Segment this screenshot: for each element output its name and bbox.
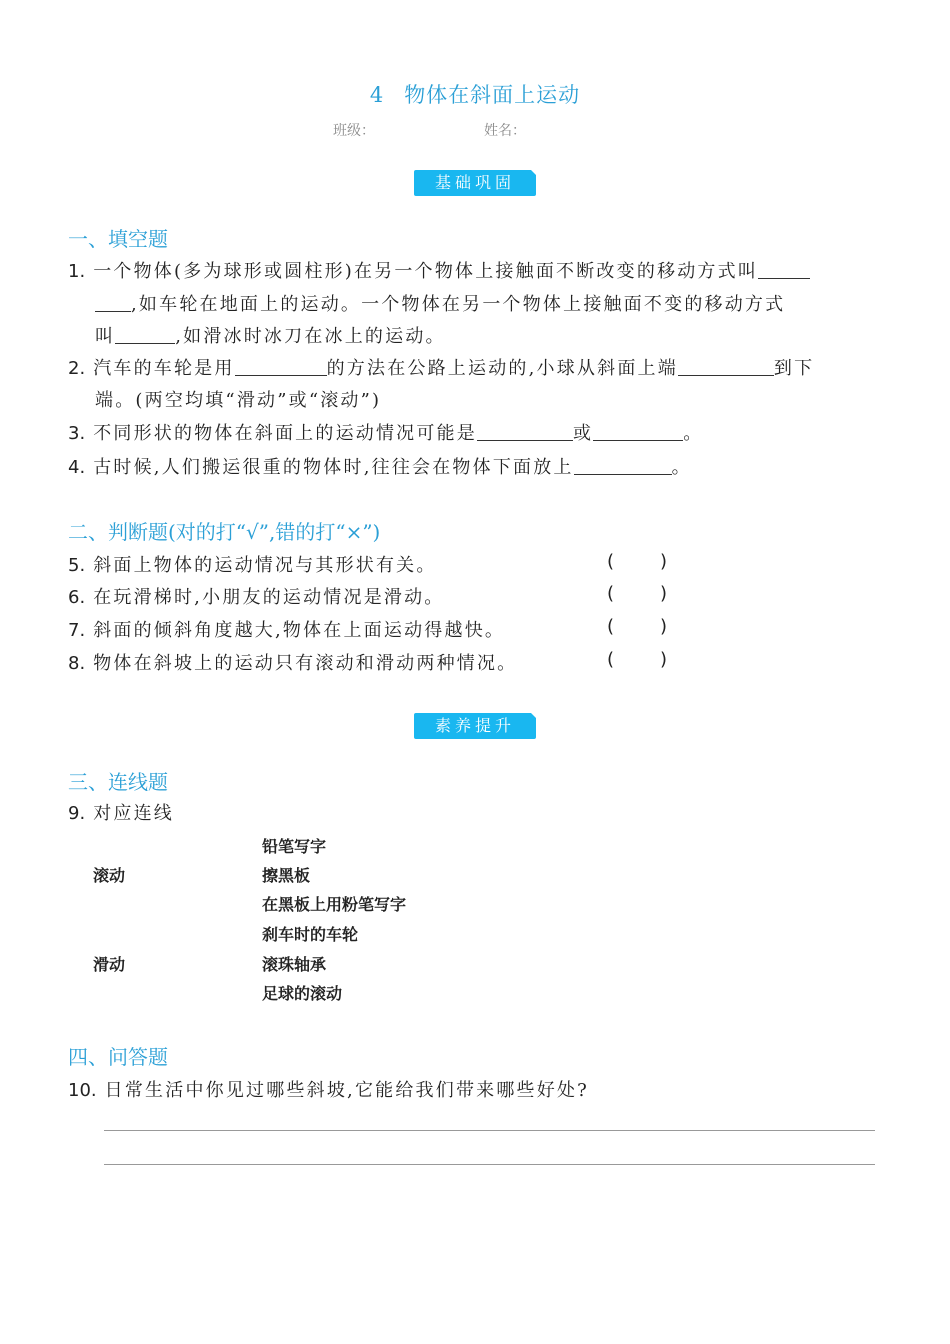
question-number: 1. [68,261,86,282]
banner-basic: 基础巩固 [414,170,536,196]
match-right-item[interactable]: 擦黑板 [262,866,311,885]
section-match-heading: 三、连线题 [68,770,168,794]
answer-blank[interactable] [477,422,573,441]
name-label: 姓名： [484,123,526,139]
question-3: 3. 不同形状的物体在斜面上的运动情况可能是 或 。 [68,423,704,444]
match-right-item[interactable]: 滚珠轴承 [262,955,327,974]
question-2-line-2: 端。(两空均填“滑动”或“滚动”) [95,390,382,411]
answer-blank[interactable] [95,293,131,312]
answer-parentheses[interactable]: ( ) [607,551,668,572]
question-1-line-3: 叫 ,如滑冰时冰刀在冰上的运动。 [95,326,446,347]
answer-blank[interactable] [758,260,810,279]
match-right-item[interactable]: 在黑板上用粉笔写字 [262,895,407,914]
question-2-line-1: 2. 汽车的车轮是用 的方法在公路上运动的,小球从斜面上端 到下 [68,358,815,379]
question-1-line-1: 1. 一个物体(多为球形或圆柱形)在另一个物体上接触面不断改变的移动方式叫 [68,257,810,283]
question-number: 10. [68,1080,97,1101]
answer-parentheses[interactable]: ( ) [607,616,668,637]
answer-blank[interactable] [678,357,774,376]
section-judge-heading: 二、判断题(对的打“√”,错的打“×”) [68,520,381,544]
match-right-item[interactable]: 刹车时的车轮 [262,925,359,944]
question-number: 2. [68,358,86,379]
question-number: 7. [68,620,86,641]
match-left-item[interactable]: 滑动 [93,955,126,974]
match-right-item[interactable]: 铅笔写字 [262,837,327,856]
question-number: 8. [68,653,86,674]
question-8: 8. 物体在斜坡上的运动只有滚动和滑动两种情况。 [68,653,518,674]
question-number: 3. [68,423,86,444]
answer-parentheses[interactable]: ( ) [607,649,668,670]
lesson-number: 4 [369,83,385,107]
answer-parentheses[interactable]: ( ) [607,583,668,604]
answer-blank[interactable] [593,422,683,441]
question-1-line-2: ,如车轮在地面上的运动。一个物体在另一个物体上接触面不变的移动方式 [95,290,785,316]
class-label: 班级： [333,123,375,139]
lesson-title: 物体在斜面上运动 [404,83,581,107]
question-number: 9. [68,803,86,824]
answer-blank[interactable] [115,325,175,344]
page-title [0,79,950,109]
section-fill-heading: 一、填空题 [68,227,168,251]
answer-line[interactable] [104,1130,875,1131]
question-10: 10. 日常生活中你见过哪些斜坡,它能给我们带来哪些好处? [68,1080,590,1101]
answer-line[interactable] [104,1164,875,1165]
question-9: 9. 对应连线 [68,803,174,824]
question-7: 7. 斜面的倾斜角度越大,物体在上面运动得越快。 [68,620,506,641]
answer-blank[interactable] [235,357,327,376]
match-right-item[interactable]: 足球的滚动 [262,984,343,1003]
question-4: 4. 古时候,人们搬运很重的物体时,往往会在物体下面放上 。 [68,457,692,478]
answer-blank[interactable] [574,456,672,475]
section-qa-heading: 四、问答题 [68,1045,168,1069]
question-number: 5. [68,555,86,576]
question-number: 6. [68,587,86,608]
question-number: 4. [68,457,86,478]
question-6: 6. 在玩滑梯时,小朋友的运动情况是滑动。 [68,587,445,608]
banner-improve: 素养提升 [414,713,536,739]
match-left-item[interactable]: 滚动 [93,866,126,885]
question-5: 5. 斜面上物体的运动情况与其形状有关。 [68,555,437,576]
